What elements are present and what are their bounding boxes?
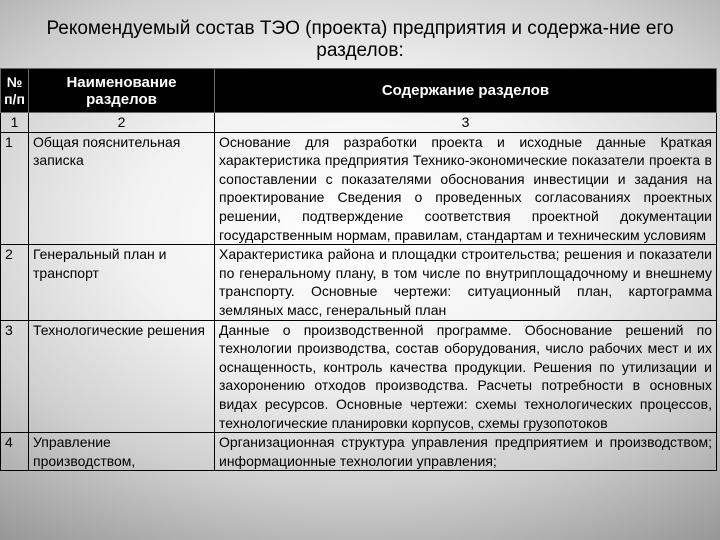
table-row bbox=[1, 433, 717, 471]
column-index-cell: 3 bbox=[215, 113, 717, 133]
header-section-content: Содержание разделов bbox=[215, 69, 717, 113]
row-number: 4 bbox=[1, 433, 29, 471]
header-section-name: Наименование разделов bbox=[29, 69, 215, 113]
section-name: Общая пояснительная записка bbox=[29, 132, 215, 245]
section-content: Данные о производственной программе. Обоснование решений по технологии производства, состав оборудования, число рабочих мест и их оснащенность, контроль качества продукции. Решения по утилизации и захоронению отходов производства. Расчеты потребности в основных видах ресурсов. Основные чертежи: схемы технологических процессов, технологические планировки корпусов, схемы грузопотоков bbox=[215, 320, 717, 433]
row-number: 3 bbox=[1, 320, 29, 433]
section-content: Организационная структура управления предприятием и производством; информационные технологии управления; bbox=[215, 433, 717, 471]
section-name: Технологические решения bbox=[29, 320, 215, 433]
teo-sections-table bbox=[0, 68, 717, 471]
row-number: 1 bbox=[1, 132, 29, 245]
section-content: Характеристика района и площадки строительства; решения и показатели по генеральному плану, в том числе по внутриплощадочному и внешнему транспорту. Основные чертежи: ситуационный план, картограмма земляных масс, генеральный план bbox=[215, 245, 717, 320]
table-row bbox=[1, 245, 717, 320]
header-number: № п/п bbox=[1, 69, 29, 113]
table-header-row bbox=[1, 69, 717, 113]
slide-title: Рекомендуемый состав ТЭО (проекта) предприятия и содержа-ние его разделов: bbox=[46, 18, 674, 61]
section-content: Основание для разработки проекта и исходные данные Краткая характеристика предприятия Технико-экономические показатели проекта в сопоставлении с показателями обоснования инвестиции и задания на проектирование Сведения о проведенных согласованиях проектных решении, подтверждение соответствия проектной документации государственным нормам, правилам, стандартам и техническим условиям bbox=[215, 132, 717, 245]
section-name: Управление производством, bbox=[29, 433, 215, 471]
column-index-cell: 1 bbox=[1, 113, 29, 133]
table-row bbox=[1, 320, 717, 433]
row-number: 2 bbox=[1, 245, 29, 320]
column-index-cell: 2 bbox=[29, 113, 215, 133]
table-row bbox=[1, 132, 717, 245]
column-index-row bbox=[1, 113, 717, 133]
section-name: Генеральный план и транспорт bbox=[29, 245, 215, 320]
